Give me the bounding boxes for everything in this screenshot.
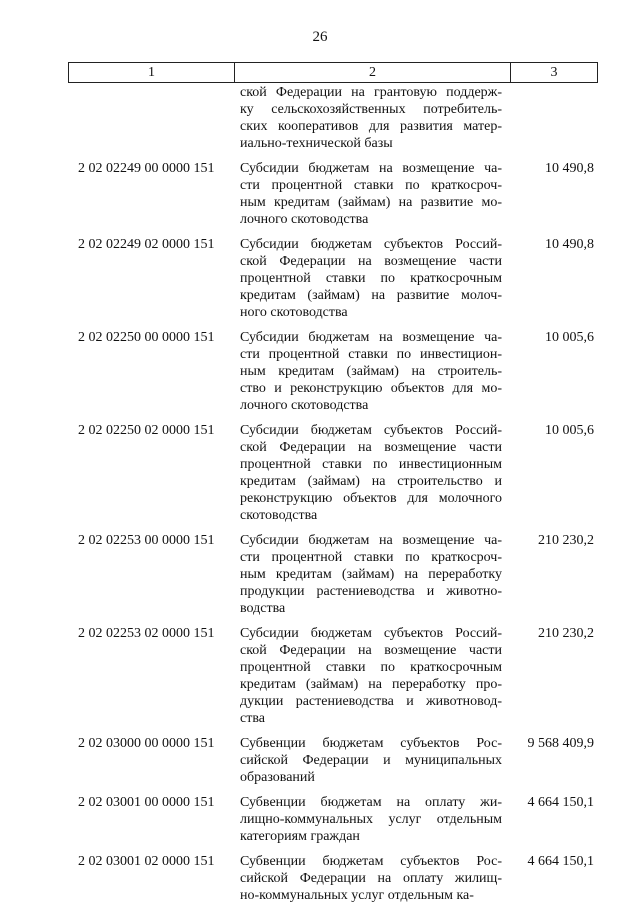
- description-line: ства: [240, 711, 265, 726]
- description-line: процентной ставки по краткосрочным: [240, 660, 502, 675]
- table-row: [68, 160, 598, 228]
- table-row: [68, 236, 598, 321]
- description-line: Субсидии бюджетам на возмещение ча-: [240, 161, 502, 176]
- description-line: Субсидии бюджетам на возмещение ча-: [240, 330, 502, 345]
- budget-code: 2 02 03001 02 0000 151: [78, 854, 215, 869]
- table-row: [68, 735, 598, 786]
- description-line: лищно-коммунальных услуг отдельным: [240, 812, 502, 827]
- description-line: процентной ставки по инвестиционным: [240, 457, 502, 472]
- item-description: [234, 329, 510, 414]
- budget-code: 2 02 02253 02 0000 151: [78, 626, 215, 641]
- item-description: [234, 236, 510, 321]
- budget-code: 2 02 02249 00 0000 151: [78, 161, 215, 176]
- amount-value: 10 490,8: [545, 161, 594, 176]
- description-line: но-коммунальных услуг отдельным ка-: [240, 888, 474, 903]
- description-line: ской Федерации на грантовую поддерж-: [240, 85, 502, 100]
- description-line: реконструкцию объектов для молочного: [240, 491, 502, 506]
- table-row: [68, 853, 598, 904]
- item-description: [234, 84, 510, 152]
- description-line: кредитам (займам) на строительство и: [240, 474, 502, 489]
- description-line: ным кредитам (займам) на переработку: [240, 567, 502, 582]
- item-description: [234, 160, 510, 228]
- description-line: категориям граждан: [240, 829, 360, 844]
- item-description: [234, 532, 510, 617]
- description-line: образований: [240, 770, 315, 785]
- table-row: [68, 625, 598, 727]
- column-header-1: 1: [69, 63, 235, 82]
- description-line: Субсидии бюджетам субъектов Россий-: [240, 237, 502, 252]
- description-line: Субвенции бюджетам субъектов Рос-: [240, 736, 502, 751]
- item-description: [234, 794, 510, 845]
- item-description: [234, 422, 510, 524]
- description-line: процентной ставки по краткосрочным: [240, 271, 502, 286]
- description-line: кредитам (займам) на переработку про-: [240, 677, 502, 692]
- table-row: [68, 422, 598, 524]
- description-line: продукции растениеводства и животно-: [240, 584, 502, 599]
- column-header-2: 2: [235, 63, 511, 82]
- column-header-3: 3: [550, 65, 558, 80]
- description-line: ным кредитам (займам) на развитие мо-: [240, 195, 502, 210]
- description-line: Субвенции бюджетам субъектов Рос-: [240, 854, 502, 869]
- amount-value: 10 005,6: [545, 423, 594, 438]
- description-line: ской Федерации на возмещение части: [240, 643, 502, 658]
- description-line: сти процентной ставки по краткосроч-: [240, 178, 502, 193]
- description-line: Субсидии бюджетам на возмещение ча-: [240, 533, 502, 548]
- table-row: [68, 794, 598, 845]
- description-line: ской Федерации на возмещение части: [240, 440, 502, 455]
- description-line: скотоводства: [240, 508, 318, 523]
- table-row: [68, 329, 598, 414]
- table-row: [68, 84, 598, 152]
- budget-code: 2 02 02253 00 0000 151: [78, 533, 215, 548]
- budget-code: 2 02 02250 02 0000 151: [78, 423, 215, 438]
- description-line: кредитам (займам) на развитие молоч-: [240, 288, 502, 303]
- budget-code: 2 02 02249 02 0000 151: [78, 237, 215, 252]
- description-line: лочного скотоводства: [240, 212, 369, 227]
- table-body: [68, 84, 598, 912]
- amount-value: 4 664 150,1: [527, 854, 594, 869]
- description-line: ство и реконструкцию объектов для мо-: [240, 381, 502, 396]
- description-line: ских кооперативов для развития матер-: [240, 119, 502, 134]
- budget-code: 2 02 03001 00 0000 151: [78, 795, 215, 810]
- description-line: лочного скотоводства: [240, 398, 369, 413]
- amount-value: 10 005,6: [545, 330, 594, 345]
- amount-value: 9 568 409,9: [527, 736, 594, 751]
- page-number: 26: [312, 29, 328, 45]
- description-line: сийской Федерации на оплату жилищ-: [240, 871, 502, 886]
- budget-code: 2 02 03000 00 0000 151: [78, 736, 215, 751]
- item-description: [234, 735, 510, 786]
- description-line: ного скотоводства: [240, 305, 348, 320]
- amount-value: 10 490,8: [545, 237, 594, 252]
- description-line: дукции растениеводства и животновод-: [240, 694, 502, 709]
- description-line: Субвенции бюджетам на оплату жи-: [240, 795, 502, 810]
- description-line: Субсидии бюджетам субъектов Россий-: [240, 626, 502, 641]
- description-line: сийской Федерации и муниципальных: [240, 753, 502, 768]
- budget-code: 2 02 02250 00 0000 151: [78, 330, 215, 345]
- description-line: водства: [240, 601, 286, 616]
- item-description: [234, 853, 510, 904]
- description-line: сти процентной ставки по инвестицион-: [240, 347, 502, 362]
- table-row: [68, 532, 598, 617]
- description-line: сти процентной ставки по краткосроч-: [240, 550, 502, 565]
- description-line: ку сельскохозяйственных потребитель-: [240, 102, 502, 117]
- description-line: иально-технической базы: [240, 136, 393, 151]
- amount-value: 210 230,2: [538, 533, 594, 548]
- item-description: [234, 625, 510, 727]
- description-line: ской Федерации на возмещение части: [240, 254, 502, 269]
- amount-value: 210 230,2: [538, 626, 594, 641]
- description-line: Субсидии бюджетам субъектов Россий-: [240, 423, 502, 438]
- budget-code: [68, 84, 234, 152]
- amount-value: 4 664 150,1: [527, 795, 594, 810]
- amount-value: [510, 84, 598, 152]
- description-line: ным кредитам (займам) на строитель-: [240, 364, 502, 379]
- table-column-header: [68, 62, 598, 83]
